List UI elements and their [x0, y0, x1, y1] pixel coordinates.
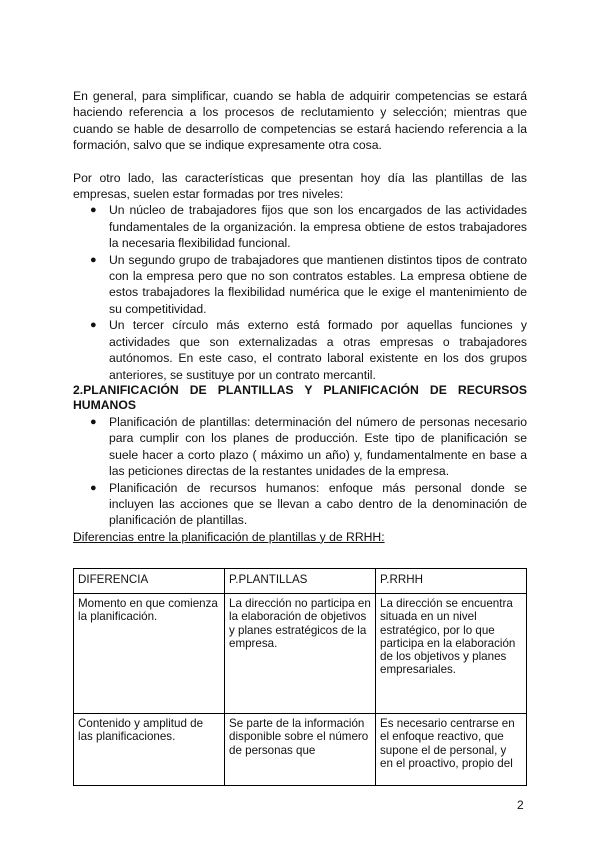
list-item: ● Un tercer círculo más externo está formado por aquellas funciones y actividades que son externalizadas a otras empresas o trabajadores autónomos. En este caso, el contrato laboral existente en los dos grupos anteriores, se sustituye por un contrato mercantil. — [90, 318, 527, 382]
document-body — [73, 88, 527, 545]
planning-list — [73, 414, 527, 529]
list-item: ● Un núcleo de trabajadores fijos que son los encargados de las actividades fundamentales de la organización. la empresa obtiene de estos trabajadores la necesaria flexibilidad funcional. — [90, 203, 527, 251]
list-item: ● Planificación de plantillas: determinación del número de personas necesario para cumplir con los planes de producción. Este tipo de planificación se suele hacer a corto plazo ( máximo un año) y, fundamentalmente en base a las peticiones directas de la restantes unidades de la empresa. — [90, 414, 527, 479]
paragraph-competencias: En general, para simplificar, cuando se habla de adquirir competencias se estará haciendo referencia a los procesos de reclutamiento y selección; mientras que cuando se hable de desarrollo de competencias se estará haciendo referencia a la formación, salvo que se indique expresamente otra cosa. — [73, 89, 527, 153]
table-header-row — [74, 569, 527, 594]
table-cell: La dirección no participa en la elaboración de objetivos y planes estratégicos de la empresa. — [225, 594, 376, 714]
table-cell: Contenido y amplitud de las planificaciones. — [74, 714, 225, 786]
bullet-icon: ● — [90, 481, 97, 494]
bullet-icon: ● — [90, 253, 97, 266]
bullet-icon: ● — [90, 319, 97, 332]
header-cell: DIFERENCIA — [74, 569, 225, 594]
bullet-icon: ● — [90, 204, 97, 217]
table-cell: Se parte de la información disponible sobre el número de personas que — [225, 714, 376, 786]
table-row — [74, 714, 527, 786]
paragraph-plantillas: Por otro lado, las características que presentan hoy día las plantillas de las empresas, suelen estar formadas por tres niveles: — [73, 170, 527, 202]
table-cell: Es necesario centrarse en el enfoque reactivo, que supone el de personal, y en el proactivo, propio del — [376, 714, 527, 786]
list-item: ● Un segundo grupo de trabajadores que mantienen distintos tipos de contrato con la empresa pero que no son contratos estables. La empresa obtiene de estos trabajadores la flexibilidad numérica que le exige el mantenimiento de su competitividad. — [90, 252, 527, 316]
levels-list — [73, 202, 527, 382]
list-item: ● Planificación de recursos humanos: enfoque más personal donde se incluyen las acciones que se llevan a cabo dentro de la denominación de planificación de plantillas. — [90, 480, 527, 528]
table-subtitle: Diferencias entre la planificación de plantillas y de RRHH: — [73, 529, 385, 544]
page-number: 2 — [517, 798, 524, 812]
section-heading: 2.PLANIFICACIÓN DE PLANTILLAS Y PLANIFICACIÓN DE RECURSOS HUMANOS — [73, 382, 527, 413]
table-cell: Momento en que comienza la planificación. — [74, 594, 225, 714]
bullet-icon: ● — [90, 415, 97, 428]
table-row — [74, 594, 527, 714]
table-cell: La dirección se encuentra situada en un nivel estratégico, por lo que participa en la elaboración de los objetivos y planes empresariales. — [376, 594, 527, 714]
header-cell: P.PLANTILLAS — [225, 569, 376, 594]
differences-table — [73, 568, 527, 786]
header-cell: P.RRHH — [376, 569, 527, 594]
